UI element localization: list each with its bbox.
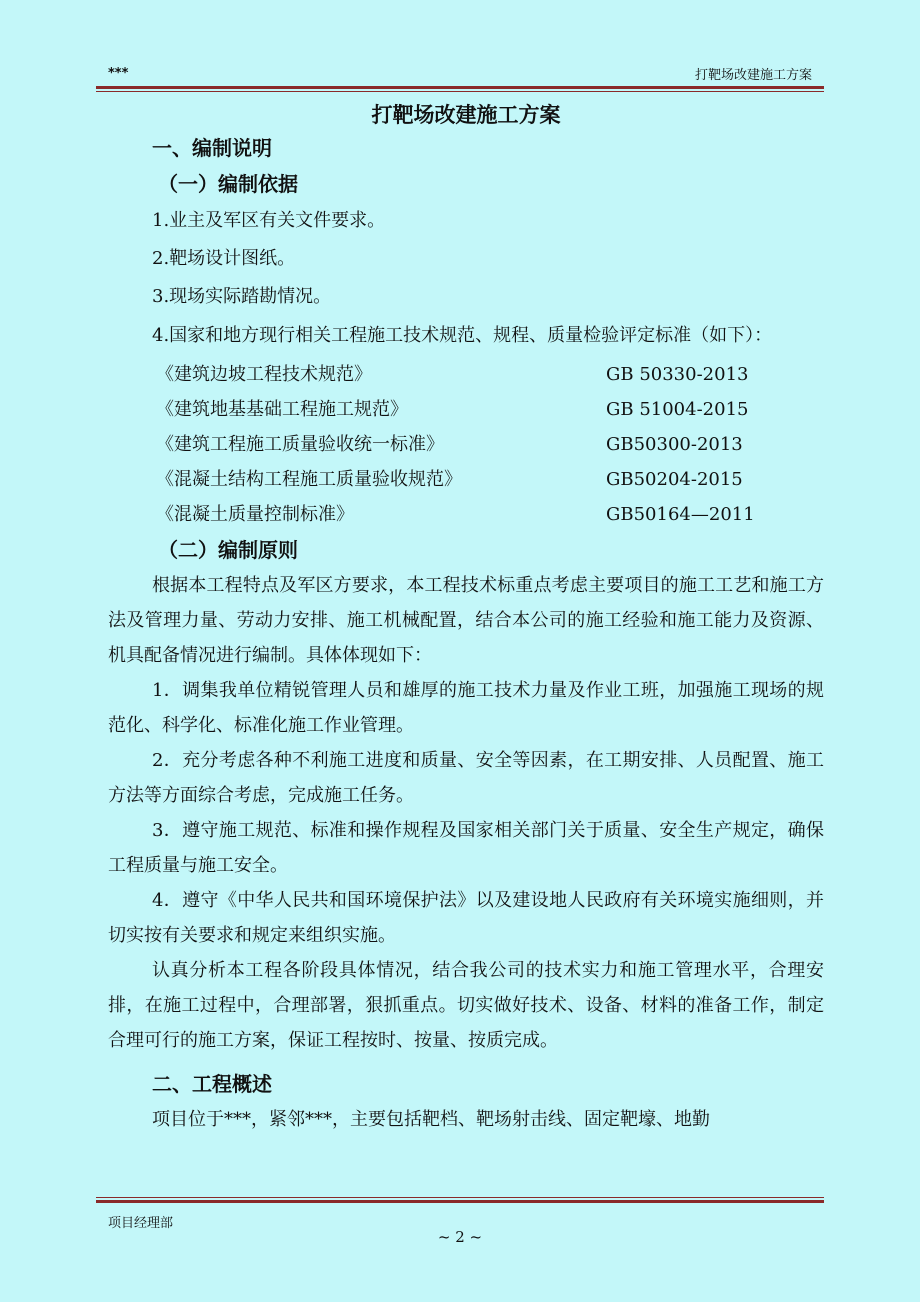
standard-name: 《混凝土结构工程施工质量验收规范》 (156, 469, 462, 490)
page-number: ~ 2 ~ (437, 1228, 483, 1246)
footer-left-text: 项目经理部 (108, 1216, 174, 1231)
document-title: 打靶场改建施工方案 (371, 102, 561, 127)
standard-code: GB 51004-2015 (606, 399, 749, 420)
basis-item-standards: 4.国家和地方现行相关工程施工技术规范、规程、质量检验评定标准（如下）： (152, 325, 773, 346)
standard-row (108, 357, 824, 392)
standard-code: GB50204-2015 (606, 469, 743, 490)
standard-name: 《混凝土质量控制标准》 (156, 504, 354, 525)
basis-item: 2.靶场设计图纸。 (152, 248, 296, 269)
header-left-text: *** (108, 66, 129, 81)
standard-row (108, 497, 824, 532)
header-rule (96, 86, 824, 92)
principle-point: 3．遵守施工规范、标准和操作规程及国家相关部门关于质量、安全生产规定，确保工程质量与施工安全。 (108, 820, 824, 876)
standard-row (108, 427, 824, 462)
standard-code: GB50300-2013 (606, 434, 743, 455)
section-heading-1: 一、编制说明 (152, 136, 272, 160)
principles-intro: 根据本工程特点及军区方要求，本工程技术标重点考虑主要项目的施工工艺和施工方法及管理力量、劳动力安排、施工机械配置，结合本公司的施工经验和施工能力及资源、机具配备情况进行编制。具体体现如下： (108, 575, 824, 666)
standard-name: 《建筑地基基础工程施工规范》 (156, 399, 408, 420)
subsection-heading-basis: （一）编制依据 (158, 172, 298, 196)
standard-code: GB 50330-2013 (606, 364, 749, 385)
basis-item: 1.业主及军区有关文件要求。 (152, 210, 386, 231)
standards-list (108, 357, 824, 532)
principles-summary: 认真分析本工程各阶段具体情况，结合我公司的技术实力和施工管理水平，合理安排，在施工过程中，合理部署，狠抓重点。切实做好技术、设备、材料的准备工作，制定合理可行的施工方案，保证工程按时、按量、按质完成。 (108, 960, 824, 1051)
document-body (108, 96, 824, 1137)
standard-row (108, 462, 824, 497)
standard-row (108, 392, 824, 427)
standard-name: 《建筑工程施工质量验收统一标准》 (156, 434, 444, 455)
section-heading-2: 二、工程概述 (152, 1072, 272, 1096)
principle-point: 2．充分考虑各种不利施工进度和质量、安全等因素，在工期安排、人员配置、施工方法等方面综合考虑，完成施工任务。 (108, 750, 824, 806)
subsection-heading-principles: （二）编制原则 (158, 538, 298, 562)
header-right-text: 打靶场改建施工方案 (694, 68, 812, 83)
standard-name: 《建筑边坡工程技术规范》 (156, 364, 372, 385)
basis-item: 3.现场实际踏勘情况。 (152, 286, 332, 307)
principle-point: 4．遵守《中华人民共和国环境保护法》以及建设地人民政府有关环境实施细则，并切实按有关要求和规定来组织实施。 (108, 890, 824, 946)
principle-point: 1．调集我单位精锐管理人员和雄厚的施工技术力量及作业工班，加强施工现场的规范化、科学化、标准化施工作业管理。 (108, 680, 824, 736)
overview-text: 项目位于***，紧邻***，主要包括靶档、靶场射击线、固定靶壕、地勤 (152, 1109, 710, 1130)
footer-rule (96, 1197, 824, 1203)
standard-code: GB50164—2011 (606, 504, 755, 525)
